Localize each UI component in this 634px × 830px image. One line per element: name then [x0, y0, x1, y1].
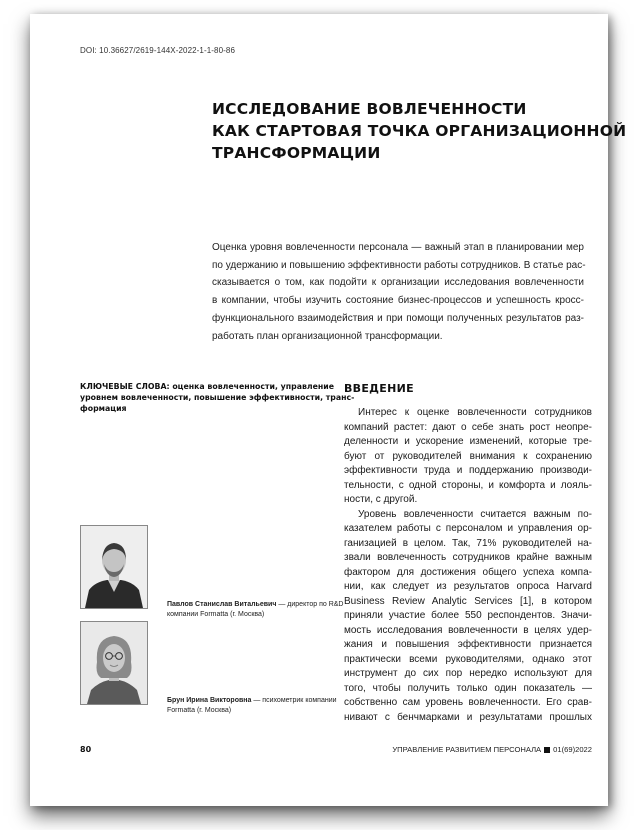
body-line: практически всеми руководителями, однако этот: [344, 653, 592, 665]
author-name: Брун Ирина Викторовна: [167, 697, 252, 704]
body-line: мость исследования вовлеченности в целях удер-: [344, 624, 592, 636]
body-line: деленности и ускорение изменений, которые тре-: [344, 436, 592, 447]
author-caption-brun: [167, 696, 367, 716]
abstract-line: в компании, чтобы изучить состояние бизнес-процессов и успешность кросс-: [212, 295, 584, 307]
abstract-line: сказывается о том, как подойти к организации исследования вовлеченности: [212, 277, 584, 289]
body-line: нивают с бенчмарками и результатами прошлых: [344, 711, 592, 723]
abstract-line: Оценка уровня вовлеченности персонала — важный этап в планировании мер: [212, 242, 584, 253]
author-caption-pavlov: [167, 600, 367, 620]
body-line: казателем работы с персоналом и управления ор-: [344, 523, 592, 534]
keywords-line: формация: [80, 404, 127, 413]
body-line: Уровень вовлеченности считается важным по-: [358, 508, 592, 520]
body-line: собственно сам уровень вовлеченности. Его срав-: [344, 697, 592, 708]
section-heading: ВВЕДЕНИЕ: [344, 382, 414, 395]
journal-name: УПРАВЛЕНИЕ РАЗВИТИЕМ ПЕРСОНАЛА: [392, 745, 542, 754]
abstract: [212, 239, 584, 345]
abstract-line: по удержанию и повышению эффективности работы сотрудников. В статье рас-: [212, 259, 586, 271]
body-line: инструмент до сих пор нередко используют для: [344, 668, 592, 679]
doi-label: DOI: 10.36627/2619-144X-2022-1-1-80-86: [80, 46, 236, 55]
body-line: жания и повышения эффективности признается: [344, 639, 592, 650]
title-line: КАК СТАРТОВАЯ ТОЧКА ОРГАНИЗАЦИОННОЙ: [212, 122, 627, 140]
issue-number: 01(69)2022: [553, 745, 592, 754]
article-title: [212, 98, 627, 164]
keywords-line: КЛЮЧЕВЫЕ СЛОВА: оценка вовлеченности, управление: [80, 382, 335, 391]
journal-page: [30, 14, 627, 806]
abstract-line: функционального взаимодействия и при помощи полученных результатов раз-: [212, 312, 584, 324]
body-line: звали вовлеченность сотрудников крайне важным: [344, 552, 592, 563]
page-number: 80: [80, 745, 92, 754]
author-photo-pavlov: [80, 525, 148, 609]
square-separator-icon: [544, 747, 550, 753]
body-line: нии, как следует из результатов опроса Harvard: [344, 581, 592, 592]
author-affiliation: компании Formatta (г. Москва): [167, 611, 265, 618]
keywords-line: уровнем вовлеченности, повышение эффективности, транс-: [80, 393, 355, 402]
body-line: того, чтобы получить только один показатель —: [344, 682, 592, 694]
body-line: эффективности труда и поддержанию производи-: [344, 465, 592, 476]
body-line: компаний растет: дают о себе знать рост неопре-: [344, 421, 592, 433]
body-line: Business Review Analytic Services [1], в котором: [344, 595, 592, 607]
body-line: буют от руководителей внимания к сохранению: [344, 450, 592, 462]
author-role: — директор по R&D: [276, 601, 344, 608]
body-line: ганизацией в целом. Так, 71% руководителей на-: [344, 537, 592, 549]
body-line: тельности, с одной стороны, и комфорта и лояль-: [344, 479, 592, 491]
body-line: фактором для достижения общего успеха компа-: [344, 566, 592, 578]
author-photo-brun: [80, 621, 148, 705]
body-line: Интерес к оценке вовлеченности сотрудников: [358, 407, 592, 418]
author-affiliation: Formatta (г. Москва): [167, 707, 232, 714]
author-name: Павлов Станислав Витальевич: [167, 601, 277, 608]
title-line: ТРАНСФОРМАЦИИ: [212, 144, 381, 162]
body-line: приняли участие более 550 респондентов. Значи-: [344, 610, 592, 621]
abstract-line: работать план организационной трансформации.: [212, 330, 443, 342]
body-text: [344, 406, 592, 725]
keywords: [80, 381, 355, 414]
title-line: ИССЛЕДОВАНИЕ ВОВЛЕЧЕННОСТИ: [212, 100, 527, 118]
author-role: — психометрик компании: [251, 697, 337, 704]
running-footer: [392, 745, 592, 754]
body-line: ности, с другой.: [344, 494, 418, 505]
